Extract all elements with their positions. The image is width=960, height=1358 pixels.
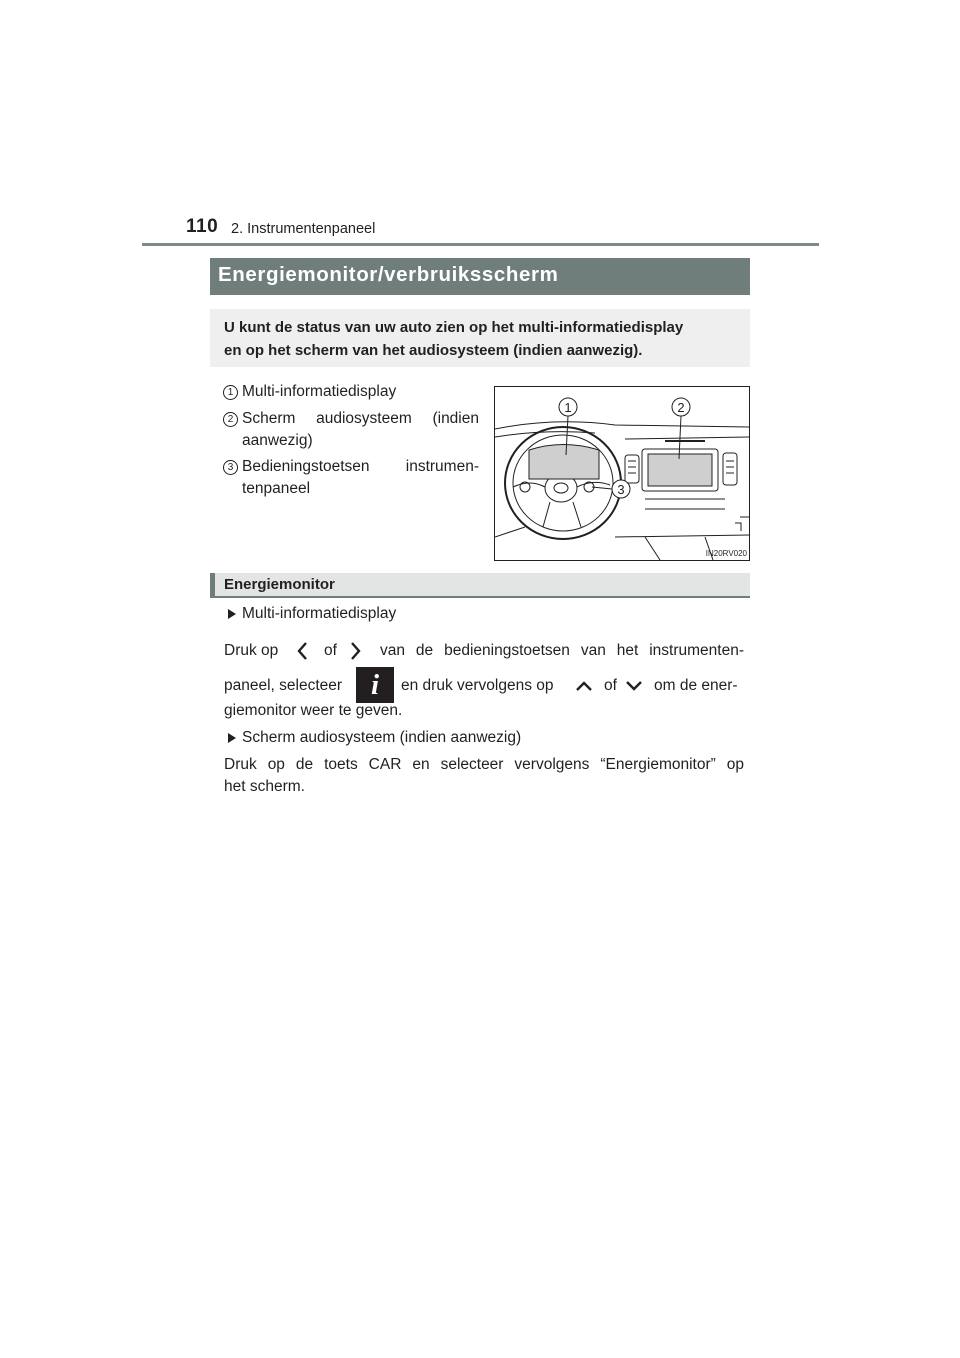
legend-item-2-line-2: aanwezig): [242, 432, 313, 449]
intro-line-2: en op het scherm van het audiosysteem (indien aanwezig).: [224, 342, 643, 359]
subsection-header: Energiemonitor: [210, 573, 750, 598]
info-icon: i: [356, 667, 394, 703]
item-1-text-om-de-ener: om de ener-: [654, 677, 738, 694]
item-1-text-line-1-end: van de bedieningstoetsen van het instrumenten-: [380, 642, 744, 659]
item-1-heading: Multi-informatiedisplay: [242, 605, 397, 622]
legend-item-2-line-1: Scherm audiosysteem (indien: [242, 410, 479, 427]
item-1-text-druk-op: Druk op: [224, 642, 279, 659]
item-2-heading: Scherm audiosysteem (indien aanwezig): [242, 729, 522, 746]
legend-item-1-label: Multi-informatiedisplay: [242, 383, 397, 400]
chevron-right-icon: [348, 641, 362, 661]
callout-1-label: 1: [564, 400, 572, 415]
item-1-text-en-druk: en druk vervolgens op: [401, 677, 554, 694]
figure-code: IN20RV020: [705, 549, 747, 558]
page-number: 110: [186, 216, 219, 237]
chevron-left-icon: [296, 641, 310, 661]
legend-item-3-line-1: Bedieningstoetsen instrumen-: [242, 458, 479, 475]
callout-2-label: 2: [677, 400, 685, 415]
callout-3-label: 3: [617, 482, 625, 497]
legend-number-1: 1: [223, 385, 238, 400]
dashboard-drawing: [495, 387, 749, 560]
item-1-text-line-3: giemonitor weer te geven.: [224, 702, 403, 719]
header-rule: [142, 243, 819, 246]
triangle-bullet-icon: [228, 733, 236, 743]
chevron-down-icon: [624, 679, 644, 693]
item-2-text-line-2: het scherm.: [224, 778, 305, 795]
chevron-up-icon: [574, 679, 594, 693]
legend-number-2: 2: [223, 412, 238, 427]
intro-line-1: U kunt de status van uw auto zien op het multi-informatiedisplay: [224, 319, 684, 336]
item-1-text-of-2: of: [604, 677, 617, 694]
breadcrumb: 2. Instrumentenpaneel: [231, 221, 376, 237]
triangle-bullet-icon: [228, 609, 236, 619]
item-2-text-line-1: Druk op de toets CAR en selecteer vervolgens “Energiemonitor” op: [224, 756, 744, 773]
legend-item-3-line-2: tenpaneel: [242, 480, 311, 497]
section-title: Energiemonitor/verbruiksscherm: [210, 258, 750, 295]
item-1-text-paneel: paneel, selecteer: [224, 677, 343, 694]
item-1-text-of-1: of: [324, 642, 337, 659]
legend-number-3: 3: [223, 460, 238, 475]
dashboard-illustration: [494, 386, 750, 561]
intro-box: [210, 309, 750, 367]
